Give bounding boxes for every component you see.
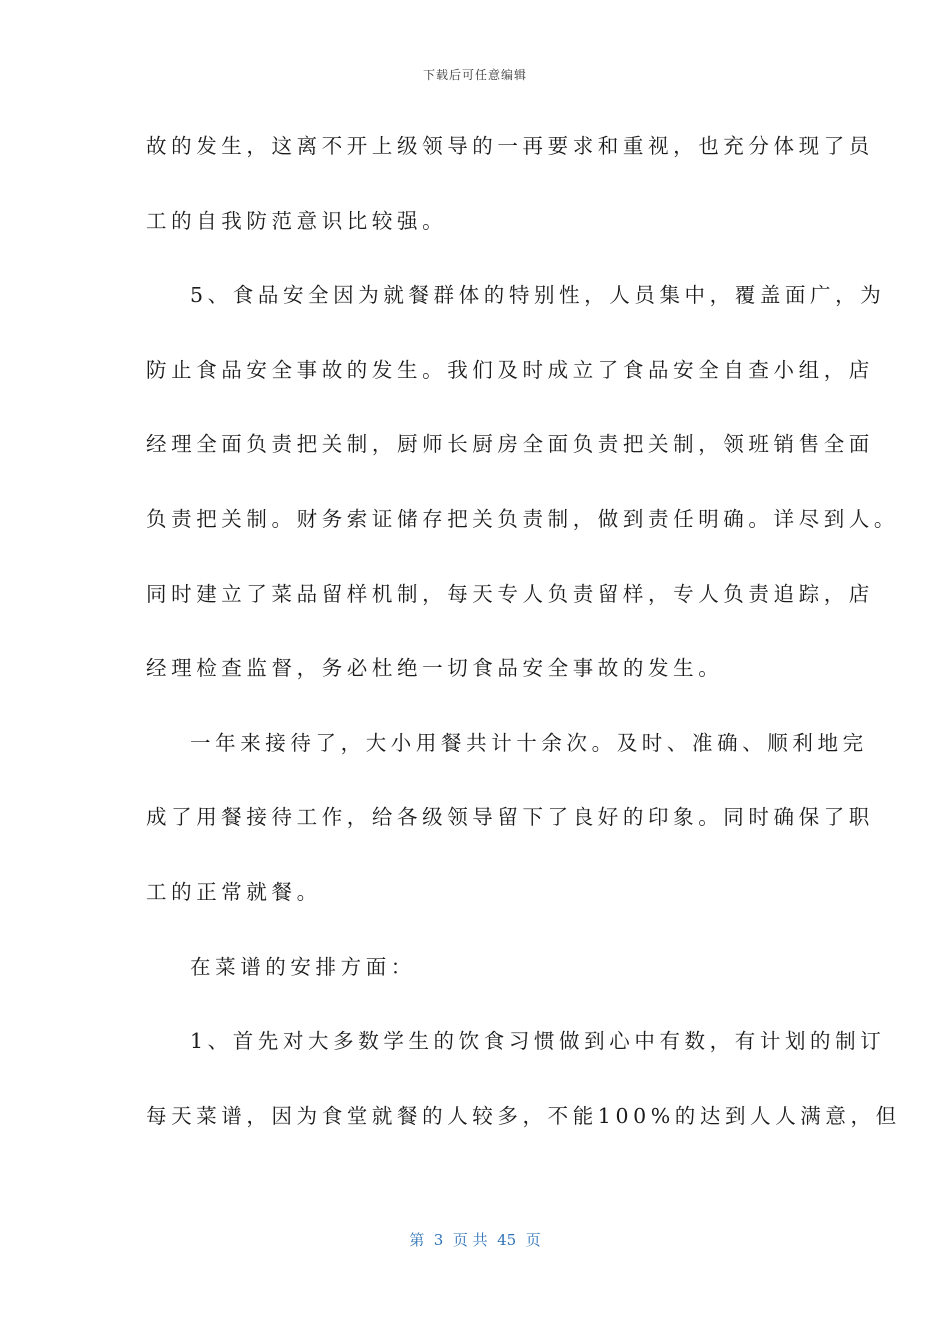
text-line: 5、食品安全因为就餐群体的特别性，人员集中，覆盖面广，为 bbox=[190, 283, 886, 308]
text-line: 经理全面负责把关制，厨师长厨房全面负责把关制，领班销售全面 bbox=[146, 432, 874, 457]
text-line: 成了用餐接待工作，给各级领导留下了良好的印象。同时确保了职 bbox=[146, 805, 874, 830]
text-line: 一年来接待了，大小用餐共计十余次。及时、准确、顺利地完 bbox=[190, 730, 868, 755]
text-line: 负责把关制。财务索证储存把关负责制，做到责任明确。详尽到人。 bbox=[146, 506, 899, 531]
page-footer: 第 3 页 共 45 页 bbox=[409, 1231, 541, 1249]
page-header: 下载后可任意编辑 bbox=[422, 68, 527, 82]
text-line: 每天菜谱，因为食堂就餐的人较多，不能100%的达到人人满意，但 bbox=[146, 1103, 901, 1128]
text-line: 经理检查监督，务必杜绝一切食品安全事故的发生。 bbox=[146, 656, 724, 681]
text-line: 故的发生，这离不开上级领导的一再要求和重视，也充分体现了员 bbox=[146, 134, 874, 158]
text-line: 工的正常就餐。 bbox=[146, 879, 322, 904]
text-line: 在菜谱的安排方面： bbox=[190, 954, 416, 979]
text-line: 1、首先对大多数学生的饮食习惯做到心中有数，有计划的制订 bbox=[190, 1029, 886, 1054]
document-body bbox=[146, 124, 901, 1168]
text-line: 防止食品安全事故的发生。我们及时成立了食品安全自查小组，店 bbox=[146, 357, 874, 382]
text-line: 工的自我防范意识比较强。 bbox=[146, 208, 448, 233]
text-line: 同时建立了菜品留样机制，每天专人负责留样，专人负责追踪，店 bbox=[146, 581, 874, 606]
